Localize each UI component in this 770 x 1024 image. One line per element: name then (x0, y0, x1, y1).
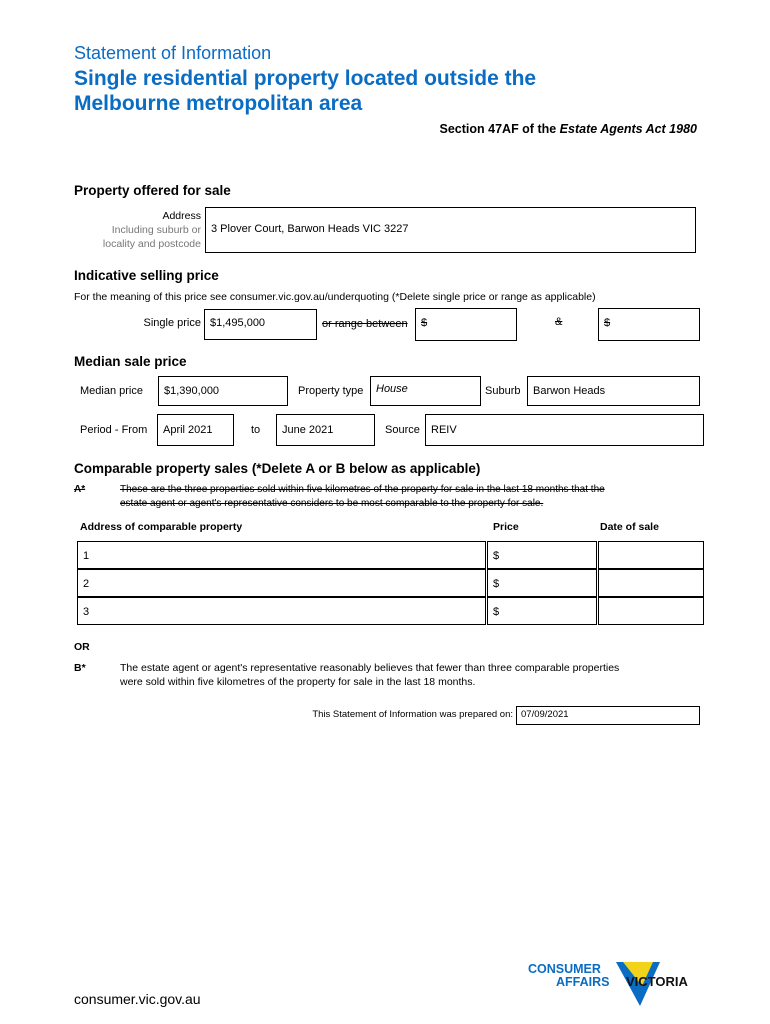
comp-row-1-date[interactable] (598, 541, 704, 569)
indicative-note: For the meaning of this price see consumer.vic.gov.au/underquoting (*Delete single price or range as applicable) (74, 291, 596, 303)
option-a-line-2: estate agent or agent's representative considers to be most comparable to the property for sale. (120, 498, 544, 509)
prepared-on-label: This Statement of Information was prepared on: (312, 709, 513, 720)
option-b-text (120, 661, 619, 689)
address-hint-1: Including suburb or (111, 224, 201, 236)
address-label: Address (162, 210, 201, 222)
act-name: Estate Agents Act 1980 (559, 122, 697, 136)
period-from-label: Period - From (80, 424, 148, 436)
option-a-line-1: These are the three properties sold within five kilometres of the property for sale in the last 18 months that the (120, 484, 605, 495)
comp-row-2-date[interactable] (598, 569, 704, 597)
period-from-field[interactable]: April 2021 (157, 414, 234, 446)
statement-kicker: Statement of Information (74, 43, 272, 63)
comp-row-3-price[interactable]: $ (487, 597, 597, 625)
logo-text-block (528, 963, 609, 989)
logo-affairs: AFFAIRS (556, 975, 610, 989)
logo-victoria: VICTORIA (626, 974, 688, 989)
comp-row-1-price[interactable]: $ (487, 541, 597, 569)
address-label-block (74, 209, 201, 251)
range-amp: & (555, 316, 563, 328)
indicative-heading: Indicative selling price (74, 268, 219, 283)
title-line-2: Melbourne metropolitan area (74, 92, 363, 115)
title-line-1: Single residential property located outside the (74, 67, 537, 90)
col-price-header: Price (493, 521, 519, 533)
address-field[interactable]: 3 Plover Court, Barwon Heads VIC 3227 (205, 207, 696, 253)
option-a-text (120, 483, 605, 511)
prepared-on-field[interactable]: 07/09/2021 (516, 706, 700, 725)
section-reference (440, 122, 697, 136)
or-label: OR (74, 641, 90, 653)
median-price-label: Median price (80, 385, 143, 397)
comparable-heading: Comparable property sales (*Delete A or B below as applicable) (74, 461, 481, 476)
address-hint-2: locality and postcode (102, 238, 201, 250)
consumer-affairs-victoria-logo (528, 960, 708, 1010)
suburb-label: Suburb (485, 385, 521, 397)
period-to-field[interactable]: June 2021 (276, 414, 375, 446)
offered-heading: Property offered for sale (74, 183, 231, 198)
comp-row-3-address[interactable]: 3 (77, 597, 486, 625)
page-title (74, 66, 536, 116)
logo-consumer: CONSUMER (528, 962, 601, 976)
comp-row-2-address[interactable]: 2 (77, 569, 486, 597)
comp-row-3-date[interactable] (598, 597, 704, 625)
option-b-line-1: The estate agent or agent's representative reasonably believes that fewer than three comparable properties (120, 662, 620, 674)
single-price-field[interactable]: $1,495,000 (204, 309, 317, 340)
option-b-line-2: were sold within five kilometres of the property for sale in the last 18 months. (120, 676, 476, 688)
suburb-field[interactable]: Barwon Heads (527, 376, 700, 406)
property-type-field[interactable]: House (370, 376, 481, 406)
option-a-marker: A* (74, 484, 86, 495)
range-from-field[interactable]: $ (415, 308, 517, 341)
median-heading: Median sale price (74, 354, 187, 369)
range-between-label: or range between (322, 318, 408, 330)
footer-url[interactable]: consumer.vic.gov.au (74, 991, 201, 1007)
range-to-field[interactable]: $ (598, 308, 700, 341)
property-type-label: Property type (298, 385, 364, 397)
col-date-header: Date of sale (600, 521, 659, 533)
median-price-field[interactable]: $1,390,000 (158, 376, 288, 406)
comp-row-1-address[interactable]: 1 (77, 541, 486, 569)
source-field[interactable]: REIV (425, 414, 704, 446)
period-to-label: to (251, 424, 261, 436)
single-price-label: Single price (143, 317, 201, 329)
option-b-marker: B* (74, 662, 86, 674)
comp-row-2-price[interactable]: $ (487, 569, 597, 597)
section-prefix: Section 47AF of the (439, 122, 560, 136)
col-address-header: Address of comparable property (80, 521, 243, 533)
source-label: Source (385, 424, 420, 436)
